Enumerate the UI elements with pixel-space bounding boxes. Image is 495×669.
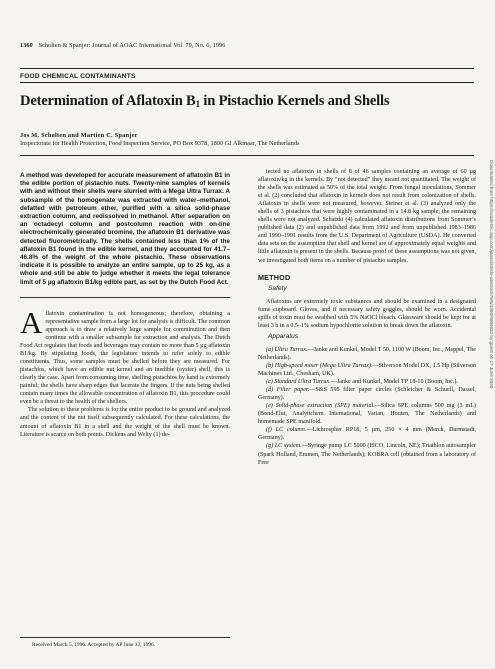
title-main: Determination of Aflatoxin B	[20, 93, 196, 109]
apparatus-item	[258, 346, 476, 362]
section-rule	[20, 82, 474, 83]
apparatus-item-text: —Lichrospher RP18, 5 µm, 250 × 4 mm (Merck, Darmstadt, Germany).	[258, 427, 477, 442]
title-rest: in Pistachio Kernels and Shells	[199, 93, 390, 109]
affiliation: Inspectorate for Health Protection, Food Inspection Service, PO Box 9378, 1800 GJ Alkmaar, The Netherlands	[20, 140, 300, 147]
apparatus-heading: Apparatus	[268, 332, 299, 340]
method-heading: METHOD	[258, 272, 291, 282]
apparatus-item	[258, 362, 476, 378]
abstract-rule	[20, 297, 230, 298]
article-title	[20, 93, 475, 110]
footnote-rule	[20, 637, 230, 638]
intro-paragraph-1-text: flatoxin contamination is not homogeneous; therefore, obtaining a representative sample from a large lot for analysis is difficult. The common approach is to draw a relatively large sample for comminution and then continue with a smaller subsample for extraction and analysis. The Dutch Food Act regulates that foods and beverages may contain no more than 5 µg aflatoxin B1/kg. By stipulating foods, the legislature intends to refer solely to edible constituents. Thus, some samples must be shelled before they are measured. For pistachios, which have an edible nut kernel and an inedible (oyster) shell, this is clearly the case. Apart from consuming time, shelling pistachios by hand is extremely painful; the shells have sharp edges that lacerate the fingers. If the nuts being shelled contain many times the allowable concentration of aflatoxin B1, this procedure could even be a threat to the health of the shellers.	[20, 310, 230, 406]
apparatus-item-label: (g) LC system.	[266, 443, 302, 450]
apparatus-item	[258, 386, 476, 402]
download-note: Downloaded from https://academic.oup.com/jaoac/article-abstract/79/6/1360/5684632 by guest on 17 June 2020	[489, 160, 494, 389]
apparatus-item-text: —S&S 595 filter paper circles (Schleicher & Schuell, Dassel, Germany).	[258, 387, 476, 402]
apparatus-item-label: (c) Standard Ultra Turrax.	[266, 379, 331, 386]
download-sidebar	[485, 160, 495, 660]
apparatus-item	[258, 378, 476, 386]
page-number: 1360	[20, 42, 33, 49]
title-subscript: 1	[195, 99, 200, 109]
apparatus-item-text: —Silverson Model DX, 1.5 Hp (Silverson Machines Ltd., Chesham, UK).	[258, 362, 476, 378]
header-rule	[20, 155, 474, 156]
top-rule	[20, 68, 474, 69]
section-label: FOOD CHEMICAL CONTAMINANTS	[20, 73, 136, 80]
apparatus-item-label: (d) Filter paper.	[266, 387, 310, 394]
apparatus-item	[258, 442, 476, 466]
apparatus-item	[258, 402, 476, 426]
safety-text: Aflatoxins are extremely toxic substances and should be examined in a designated fume cupboard. Gloves, and if necessary safety goggles, should be worn. Accidental spills of toxin must be swabbed with 5% NaOCl bleach. Glassware should be kept for at least 3 h in a 0.5–1% sodium hypochlorite solution to break down the aflatoxin.	[258, 298, 476, 329]
apparatus-item-text: —Janke and Kunkel, Model TP 18-10 (Boom, Inc.).	[330, 379, 458, 386]
received-note: Received March 5, 1996. Accepted by AP June 12, 1996.	[32, 642, 156, 648]
apparatus-item-label: (e) Solid-phase extraction (SPE) material.	[266, 403, 375, 410]
authors: Jos M. Scholten and Martien C. Spanjer	[20, 132, 138, 139]
abstract: A method was developed for accurate measurement of aflatoxin B1 in the edible portion of pistachio nuts. Twenty-nine samples of kernels with and without their shells were slurried with a Mega Ultra Turrax. A subsample of the homogenate was extracted with water–methanol, defatted with petroleum ether, purified with a silica solid-phase extraction column, and redissolved in methanol. After separation on an octadecyl column and postcolumn reaction with on-line electrochemically generated bromine, the aflatoxin B1 derivative was detected fluorometrically. The shells contained less than 1% of the aflatoxin B1 found in the edible kernel, and they accounted for 41.7–46.8% of the weight of the whole pistachio. These observations indicate it is possible to analyze an entire sample, up to 25 kg, as a whole and still be able to judge whether it meets the legal tolerance limit of 5 µg aflatoxin B1/kg edible part, as set by the Dutch Food Act.	[20, 172, 230, 286]
introduction	[20, 304, 230, 439]
apparatus-list	[258, 346, 476, 467]
safety-heading: Safety	[268, 284, 287, 292]
intro-paragraph-1	[20, 304, 230, 407]
apparatus-item	[258, 426, 476, 442]
apparatus-item-label: (f) LC column.	[266, 427, 307, 434]
apparatus-item-label: (b) High-speed mixer (Mega Ultra Turrax).	[266, 362, 373, 369]
apparatus-item-text: —Syringe pump LC 5000 (ISCO, Lincoln, NE); Triathlon autosampler (Spark Holland, Emmen, The Netherlands); KOBRA cell (obtained from a laboratory of Free	[258, 443, 476, 466]
apparatus-item-text: —Janke and Kunkel, Model T 50, 1100 W (Boom, Inc., Meppel, The Netherlands).	[258, 346, 476, 361]
right-column	[258, 168, 476, 467]
running-head-text: Scholten & Spanjer: Journal of AOAC International Vol. 79, No. 6, 1996	[38, 42, 226, 49]
drop-cap: A	[20, 304, 43, 340]
left-column	[20, 172, 230, 439]
right-paragraph-1: tected no aflatoxin in shells of 8 of 46 samples containing an average of 60 µg aflatoxin/kg in the kernels. By “not detected” they meant not quantitated. The weight of the shells was estimated as 50% of the total weight. From fungal inoculations, Sommer et al. (2) concluded that aflatoxin in kernels does not result from colonization of shells. Aflatoxin in shells were not measured, however. Steiner et al. (3) analyzed only the shells of 3 pistachios that were highly contaminated in a 14.8 kg sample; the remaining shells were not analyzed. Schatzki (4) calculated aflatoxin distributions from Sommer’s published data (2) and unpublished data from 1992 and from unpublished 1983–1986 and 1990–1991 results from the U.S. Department of Agriculture (USDA). He converted data sets on the assumption that shell and kernel are of approximately equal weights and little aflatoxin is present in the shells. Because proof of these assumptions was not given, we investigated both items on a number of pistachio samples.	[258, 169, 476, 264]
intro-paragraph-2: The solution to these problems is for the entire product to be ground and analyzed and the content of the nut itself subsequently calculated. For these calculations, the amount of aflatoxin B1 in a shell and the weight of the shell must be known. Literature is scarce on both points. Dickens and Welty (1) de-	[20, 407, 230, 438]
apparatus-item-text: —Silica SPE columns 500 mg (3 mL) (Bond-Elut, Analytichem International, Varian, Houten, The Netherlands) and homemade SPE manifold.	[258, 403, 476, 426]
apparatus-item-label: (a) Ultra Turrax.	[266, 346, 308, 353]
running-head	[20, 42, 226, 49]
